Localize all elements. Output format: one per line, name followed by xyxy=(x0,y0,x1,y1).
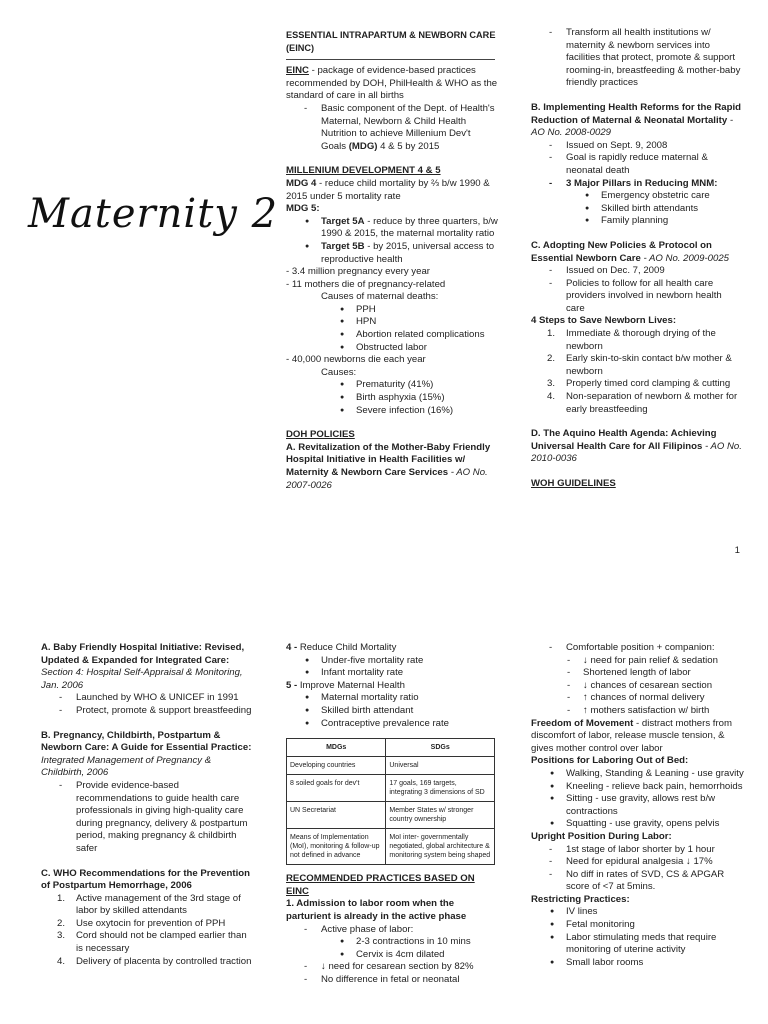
list-item: 2. Early skin-to-skin contact b/w mother & newborn xyxy=(547,353,732,377)
goal-4-list xyxy=(286,655,498,680)
list-item: - Goal is rapidly reduce maternal & neonatal death xyxy=(531,152,743,177)
list-item: - ↓ chances of cesarean section xyxy=(531,680,746,693)
list-item: ● PPH xyxy=(286,304,498,317)
goal-4-label: 4 - xyxy=(286,642,298,653)
list-item: ● Family planning xyxy=(531,215,743,228)
policy-b-title: B. Implementing Health Reforms for the Rapid Reduction of Maternal & Neonatal Mortality xyxy=(531,101,742,126)
policy-d xyxy=(531,428,743,466)
active-phase-items xyxy=(286,936,498,961)
mdg4-text: - reduce child mortality by ⅔ b/w 1990 & 2015 under 5 mortality rate xyxy=(286,177,490,202)
comfort-list xyxy=(531,642,746,655)
restricting-list xyxy=(531,906,746,969)
list-item: - ↓ need for pain relief & sedation xyxy=(531,655,746,668)
table-header-row xyxy=(287,739,495,757)
policy-a xyxy=(286,442,498,492)
list-item: ● HPN xyxy=(286,316,498,329)
positions-label: Positions for Laboring Out of Bed: xyxy=(531,755,689,767)
list-item: ● Skilled birth attendant xyxy=(286,705,498,718)
list-item: ● Obstructed labor xyxy=(286,342,498,355)
einc-def-text: - package of evidence-based practices recommended by DOH, PhilHealth & WHO as the standard of care in all births xyxy=(286,65,498,102)
list-item: 3. Cord should not be clamped earlier than is necessary xyxy=(57,930,247,955)
stat-mothers: - 11 mothers die of pregnancy-related xyxy=(286,278,446,290)
list-item: - Provide evidence-based recommendations to guide health care professionals in giving high-quality care during pregnancy, delivery & postpartum period, making pregnancy & childbirth safer xyxy=(41,780,253,856)
mdg-heading: MILLENIUM DEVELOPMENT 4 & 5 xyxy=(286,165,441,177)
list-item xyxy=(286,216,498,241)
list-item: 4. Delivery of placenta by controlled traction xyxy=(57,955,252,967)
steps-list xyxy=(531,328,743,416)
policy-c-list xyxy=(531,265,743,315)
einc-bullet-text: Basic component of the Dept. of Health's Maternal, Newborn & Child Health Nutrition to achieve Millenium Dev't Goals xyxy=(321,102,495,152)
list-item: - Active phase of labor: xyxy=(286,924,498,937)
policy-b xyxy=(531,102,743,140)
list-item: ● Abortion related complications xyxy=(286,329,498,342)
policy-d-ao: - AO No. 2010-0036 xyxy=(531,440,742,465)
freedom-label: Freedom of Movement xyxy=(531,717,634,729)
policy-a-title: A. Revitalization of the Mother-Baby Friendly Hospital Initiative in Health Facilities w/ Maternity & Newborn Care Services xyxy=(286,441,491,478)
einc-heading: ESSENTIAL INTRAPARTUM & NEWBORN CARE (EINC) xyxy=(286,30,496,53)
goal-4-text: Reduce Child Mortality xyxy=(297,642,397,653)
list-item: - Comfortable position + companion: xyxy=(531,642,746,655)
pcpnc-guide xyxy=(41,730,253,780)
pillars-list xyxy=(531,190,743,228)
einc-bullet-list xyxy=(286,103,498,153)
list-item: - 1st stage of labor shorter by 1 hour xyxy=(531,844,746,857)
steps-label: 4 Steps to Save Newborn Lives: xyxy=(531,315,677,327)
list-item: ● Labor stimulating meds that require monitoring of uterine activity xyxy=(531,932,746,957)
target5a-text: - reduce by three quarters, b/w 1990 & 2015, the maternal mortality ratio xyxy=(321,215,498,240)
bfhi-section: Section 4: Hospital Self-Appraisal & Monitoring, Jan. 2006 xyxy=(41,667,243,691)
list-item: ● 2-3 contractions in 10 mins xyxy=(286,936,498,949)
list-item: ● Sitting - use gravity, allows rest b/w contractions xyxy=(531,793,746,818)
table-cell: 8 soiled goals for dev't xyxy=(287,775,386,802)
list-item: ● IV lines xyxy=(531,906,746,919)
list-item: ● Squatting - use gravity, opens pelvis xyxy=(531,818,746,831)
causes-maternal-list xyxy=(286,304,498,354)
maternity-title: Maternity 2 xyxy=(28,191,279,237)
list-item: - ↑ mothers satisfaction w/ birth xyxy=(531,705,746,718)
list-item: - Protect, promote & support breastfeeding xyxy=(41,705,253,718)
causes-newborn-list xyxy=(286,379,498,417)
list-item: - ↑ chances of normal delivery xyxy=(531,692,746,705)
list-item: ● Skilled birth attendants xyxy=(531,203,743,216)
policy-c-ao: - AO No. 2009-0025 xyxy=(640,252,730,264)
active-phase-list xyxy=(286,924,498,937)
list-item: ● Cervix is 4cm dilated xyxy=(286,949,498,962)
list-item: ● Small labor rooms xyxy=(531,957,746,970)
list-item xyxy=(286,241,498,266)
table-row xyxy=(287,775,495,802)
transform-list xyxy=(531,27,743,90)
goal-5-text: Improve Maternal Health xyxy=(297,679,405,691)
policy-a-ao: - AO No. 2007-0026 xyxy=(286,467,488,491)
goal-5-list xyxy=(286,692,498,730)
list-item: - No difference in fetal or neonatal xyxy=(286,974,498,987)
page1-column-right xyxy=(531,27,743,491)
admission-title: 1. Admission to labor room when the parturient is already in the active phase xyxy=(286,898,467,922)
mdg-abbr: (MDG) xyxy=(348,140,378,152)
table-header: MDGs xyxy=(287,739,386,757)
woh-heading: WOH GUIDELINES xyxy=(531,478,616,489)
list-item: - Transform all health institutions w/ maternity & newborn services into facilities that protect, promote & support rooming-in, breastfeeding & mother-baby friendly practices xyxy=(531,27,743,90)
upright-label: Upright Position During Labor: xyxy=(531,830,672,842)
list-item: 1. Active management of the 3rd stage of labor by skilled attendants xyxy=(57,892,241,917)
target5a-label: Target 5A xyxy=(321,215,365,227)
list-item: ● Infant mortality rate xyxy=(286,667,498,680)
list-item: ● Fetal monitoring xyxy=(531,919,746,932)
list-item: ● Kneeling - relieve back pain, hemorrhoids xyxy=(531,781,746,794)
divider xyxy=(286,59,495,60)
target5b-text: - by 2015, universal access to reproductive health xyxy=(321,240,495,265)
table-cell: MoI inter- governmentally negotiated, global architecture & monitoring system being shaped xyxy=(386,829,495,865)
mdg4-label: MDG 4 xyxy=(286,177,317,189)
table-cell: Means of Implementation (MoI), monitoring & follow-up not defined in advance xyxy=(287,829,386,865)
causes-maternal-label: Causes of maternal deaths: xyxy=(321,291,439,303)
page2-column-left xyxy=(41,642,253,968)
list-item: - Issued on Sept. 9, 2008 xyxy=(531,140,743,153)
doh-heading: DOH POLICIES xyxy=(286,429,355,441)
page2-column-right xyxy=(531,642,746,969)
list-item: 4. Non-separation of newborn & mother for early breastfeeding xyxy=(547,391,738,415)
table-cell: Member States w/ stronger country ownership xyxy=(386,802,495,829)
page1-column-left xyxy=(286,29,498,492)
list-item: 1. Immediate & thorough drying of the newborn xyxy=(547,328,716,352)
policy-b-list xyxy=(531,140,743,190)
page-number: 1 xyxy=(734,545,740,556)
freedom-text: - distract mothers from discomfort of labor, release muscle tension, & gives mother control over labor xyxy=(531,717,732,754)
mdg5-targets xyxy=(286,216,498,266)
einc-term: EINC xyxy=(286,65,309,77)
list-item: ● Prematurity (41%) xyxy=(286,379,498,392)
cesarean-list xyxy=(286,961,498,986)
list-item: ● Maternal mortality ratio xyxy=(286,692,498,705)
bfhi-list xyxy=(41,692,253,717)
mdg4 xyxy=(286,178,498,203)
table-header: SDGs xyxy=(386,739,495,757)
table-cell: 17 goals, 169 targets, integrating 3 dimensions of SD xyxy=(386,775,495,802)
pph-list xyxy=(41,893,253,969)
mdg5-label: MDG 5: xyxy=(286,203,320,215)
list-item: ● Under-five mortality rate xyxy=(286,655,498,668)
list-item: ● Contraceptive prevalence rate xyxy=(286,718,498,731)
list-item: 2. Use oxytocin for prevention of PPH xyxy=(57,917,226,929)
table-row xyxy=(287,757,495,775)
policy-c-title: C. Adopting New Policies & Protocol on Essential Newborn Care xyxy=(531,239,712,264)
pph-title: C. WHO Recommendations for the Prevention of Postpartum Hemorrhage, 2006 xyxy=(41,867,250,892)
policy-d-title: D. The Aquino Health Agenda: Achieving Universal Health Care for All Filipinos xyxy=(531,428,717,452)
list-item: ● Walking, Standing & Leaning - use gravity xyxy=(531,768,746,781)
table-row xyxy=(287,802,495,829)
list-item: - Need for epidural analgesia ↓ 17% xyxy=(531,856,746,869)
list-item: - Shortened length of labor xyxy=(531,667,746,680)
table-cell: Universal xyxy=(386,757,495,775)
list-item: ● Severe infection (16%) xyxy=(286,405,498,418)
list-item xyxy=(286,103,498,153)
list-item: ● Emergency obstetric care xyxy=(531,190,743,203)
pcpnc-subtitle: Integrated Management of Pregnancy & Childbirth, 2006 xyxy=(41,754,212,779)
list-item: - ↓ need for cesarean section by 82% xyxy=(286,961,498,974)
comfort-sub-list xyxy=(531,655,746,718)
pcpnc-title: B. Pregnancy, Childbirth, Postpartum & Newborn Care: A Guide for Essential Practice: xyxy=(41,729,252,754)
policy-c xyxy=(531,240,743,265)
causes-label: Causes: xyxy=(321,366,357,378)
recommended-heading: RECOMMENDED PRACTICES BASED ON EINC xyxy=(286,873,475,897)
freedom-of-movement xyxy=(531,718,746,756)
policy-b-ao: - AO No. 2008-0029 xyxy=(531,114,734,139)
mdg-sdg-table xyxy=(286,738,495,865)
restricting-label: Restricting Practices: xyxy=(531,893,630,905)
list-item: 3. Properly timed cord clamping & cutting xyxy=(547,378,731,390)
list-item: - Launched by WHO & UNICEF in 1991 xyxy=(41,692,253,705)
page-2 xyxy=(0,625,768,1024)
list-item: ● Birth asphyxia (15%) xyxy=(286,392,498,405)
upright-list xyxy=(531,844,746,894)
table-cell: Developing countries xyxy=(287,757,386,775)
pcpnc-list xyxy=(41,780,253,856)
goal-5 xyxy=(286,680,498,693)
list-item: - Policies to follow for all health care providers involved in newborn health care xyxy=(531,278,743,316)
positions-list xyxy=(531,768,746,831)
target5b-label: Target 5B xyxy=(321,240,365,252)
page2-column-middle xyxy=(286,642,498,987)
bfhi-title: A. Baby Friendly Hospital Initiative: Revised, Updated & Expanded for Integrated Care: xyxy=(41,642,245,666)
table-cell: UN Secretariat xyxy=(287,802,386,829)
stat-newborns: - 40,000 newborns die each year xyxy=(286,354,426,366)
list-item: - No diff in rates of SVD, CS & APGAR score of <7 at 5mins. xyxy=(531,869,746,894)
table-row xyxy=(287,829,495,865)
goal-5-label: 5 - xyxy=(286,679,298,691)
goal-4 xyxy=(286,642,498,655)
einc-definition xyxy=(286,65,498,103)
pillars-label: - 3 Major Pillars in Reducing MNM: xyxy=(531,178,743,191)
stat-pregnancy: - 3.4 million pregnancy every year xyxy=(286,266,430,278)
einc-bullet-tail: 4 & 5 by 2015 xyxy=(377,140,440,152)
list-item: - Issued on Dec. 7, 2009 xyxy=(531,265,743,278)
